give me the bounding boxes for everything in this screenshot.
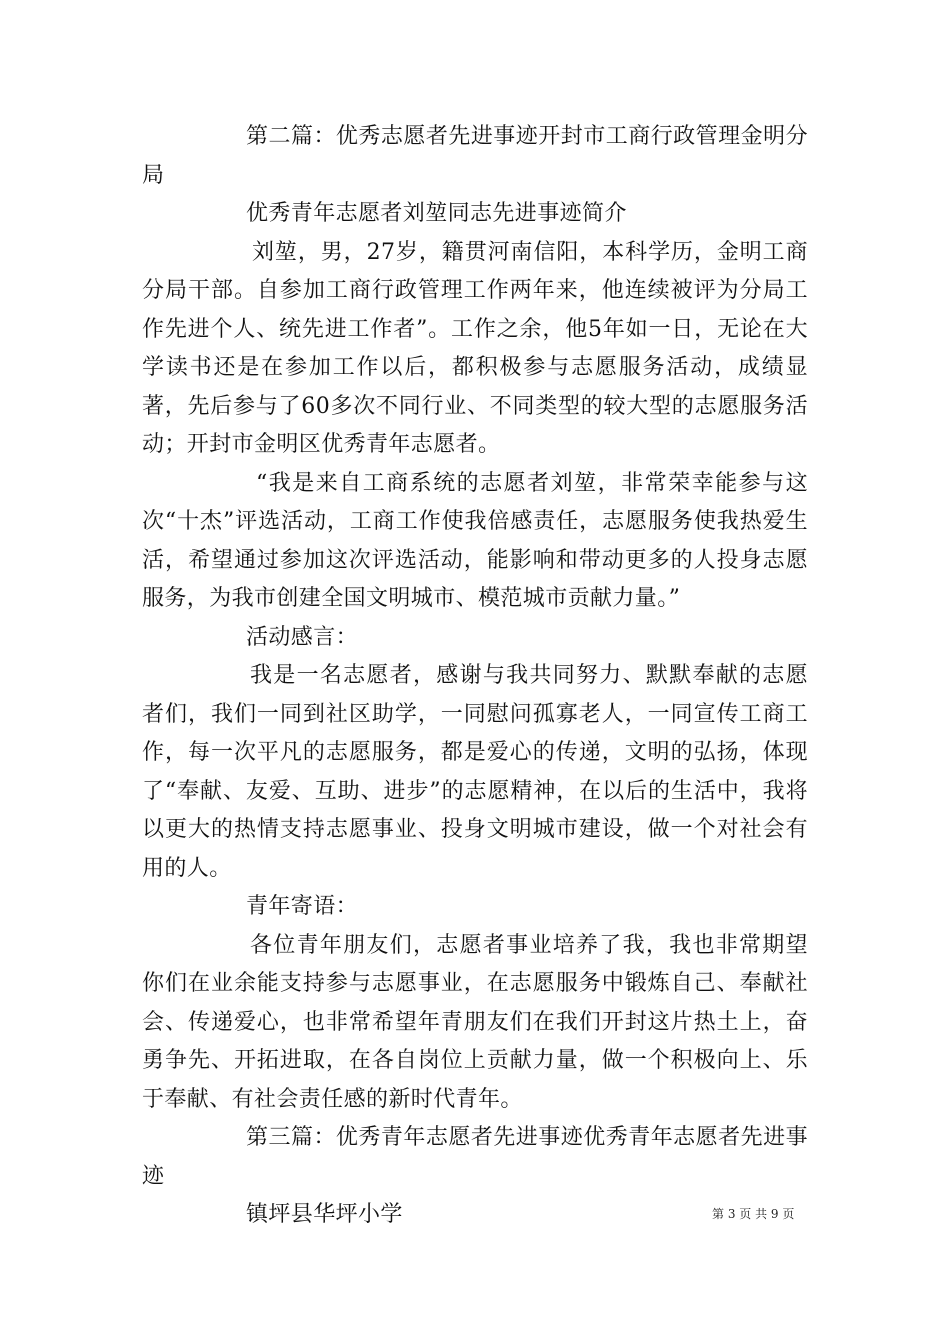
activity-remarks-paragraph: 我是一名志愿者，感谢与我共同努力、默默奉献的志愿者们，我们一同到社区助学，一同慰问孤寡老人，一同宣传工商工作，每一次平凡的志愿服务，都是爱心的传递，文明的弘扬，体现了“奉献、友爱、互助、进步”的志愿精神，在以后的生活中，我将以更大的热情支持志愿事业、投身文明城市建设，做一个对社会有用的人。 xyxy=(142,663,808,881)
subheading-activity-remarks: 活动感言： xyxy=(246,624,359,650)
article-title: 优秀青年志愿者刘堃同志先进事迹简介 xyxy=(246,201,627,226)
document-body xyxy=(142,118,808,1235)
subheading-youth-message: 青年寄语： xyxy=(246,894,359,919)
page-number-footer: 第 3 页 共 9 页 xyxy=(712,1207,795,1221)
school-name: 镇坪县华坪小学 xyxy=(246,1202,403,1227)
section-heading-3: 第三篇：优秀青年志愿者先进事迹优秀青年志愿者先进事迹 xyxy=(142,1125,808,1189)
profile-paragraph: 刘堃，男，27岁，籍贯河南信阳，本科学历，金明工商分局干部。自参加工商行政管理工作两年来，他连续被评为分局工作先进个人、统先进工作者”。工作之余，他5年如一日，无论在大学读书还是在参加工作以后，都积极参与志愿服务活动，成绩显著，先后参与了60多次不同行业、不同类型的较大型的志愿服务活动；开封市金明区优秀青年志愿者。 xyxy=(142,239,808,457)
section-heading-2: 第二篇：优秀志愿者先进事迹开封市工商行政管理金明分局 xyxy=(142,124,808,188)
quote-paragraph: “我是来自工商系统的志愿者刘堃，非常荣幸能参与这次“十杰”评选活动，工商工作使我倍感责任，志愿服务使我热爱生活，希望通过参加这次评选活动，能影响和带动更多的人投身志愿服务，为我市创建全国文明城市、模范城市贡献力量。” xyxy=(142,470,808,611)
youth-message-paragraph: 各位青年朋友们，志愿者事业培养了我，我也非常期望你们在业余能支持参与志愿事业，在志愿服务中锻炼自己、奉献社会、传递爱心，也非常希望年青朋友们在我们开封这片热土上，奋勇争先、开拓进取，在各自岗位上贡献力量，做一个积极向上、乐于奉献、有社会责任感的新时代青年。 xyxy=(142,932,808,1112)
